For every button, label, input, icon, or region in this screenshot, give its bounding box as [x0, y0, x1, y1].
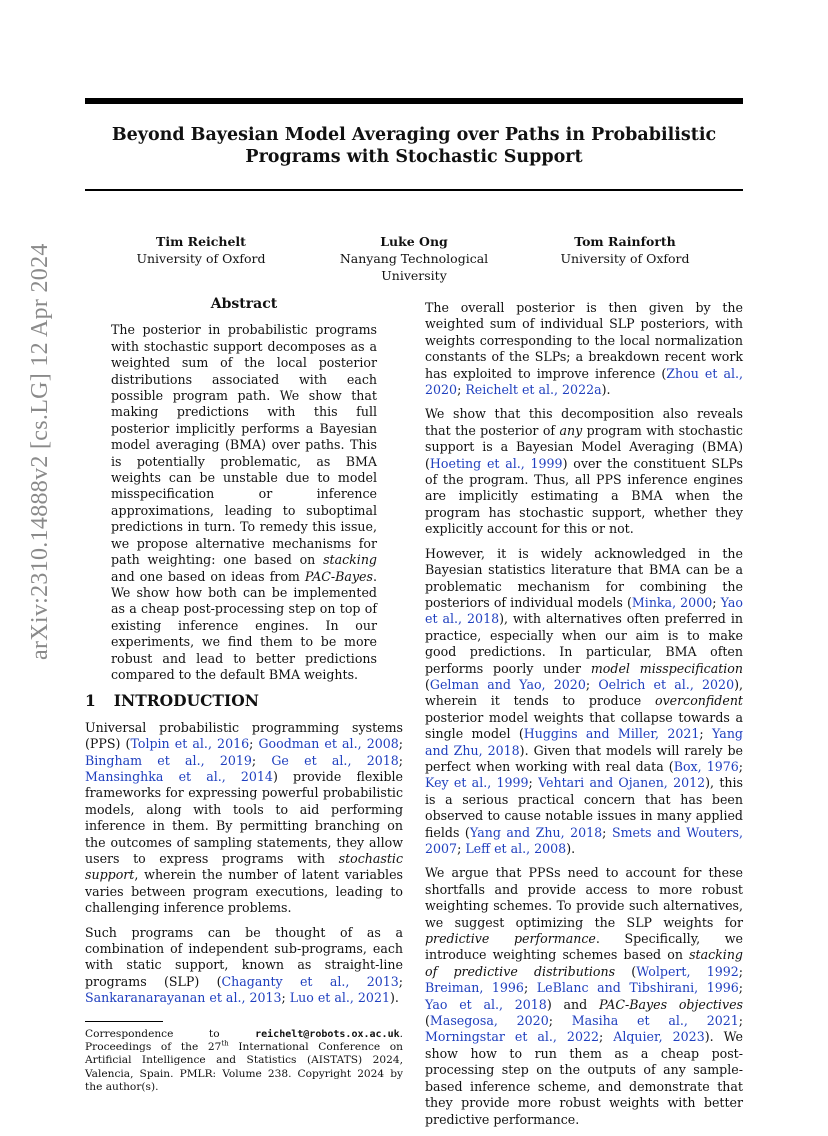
citation-link[interactable]: Box, 1976 — [673, 758, 739, 774]
citation-link[interactable]: Vehtari and Ojanen, 2012 — [538, 775, 706, 791]
author-affiliation: Nanyang Technological University — [339, 251, 489, 283]
left-column — [85, 296, 403, 1095]
citation-link[interactable]: Leff et al., 2008 — [465, 841, 567, 856]
author-name: Tom Rainforth — [574, 234, 676, 249]
intro-paragraph-2: Such programs can be thought of as a combination of independent sub-programs, each with static support, known as straight-line programs (SLP) (Chaganty et al., 2013; Sankaranarayanan et al., 2013; Luo et al., 2021). — [85, 924, 403, 1006]
citation-link[interactable]: Tolpin et al., 2016 — [130, 736, 250, 752]
citation-link[interactable]: Luo et al., 2021 — [289, 990, 390, 1006]
citation-link[interactable]: Alquier, 2023 — [613, 1029, 705, 1045]
footnote: Correspondence to reichelt@robots.ox.ac.uk. Proceedings of the 27th International Conference on Artificial Intelligence and Statistics (AISTATS) 2024, Valencia, Spain. PMLR: Volume 238. Copyright 2024 by the author(s). — [85, 1027, 404, 1094]
citation-link[interactable]: Smets and Wouters, 2007 — [425, 824, 744, 856]
citation-link[interactable]: Yao et al., 2018 — [425, 594, 743, 627]
author-2 — [307, 233, 521, 284]
citation-link[interactable]: Ge et al., 2018 — [271, 752, 399, 768]
citation-link[interactable]: Zhou et al., 2020 — [425, 365, 743, 398]
citation-link[interactable]: Masegosa, 2020 — [429, 1013, 549, 1029]
citation-link[interactable]: Wolpert, 1992 — [636, 963, 739, 979]
author-affiliation: University of Oxford — [136, 251, 266, 266]
citation-link[interactable]: LeBlanc and Tibshirani, 1996 — [536, 980, 739, 996]
author-block — [85, 233, 743, 283]
right-paragraph-2: We show that this decomposition also reveals that the posterior of any program with stochastic support is a Bayesian Model Averaging (BMA) (Hoeting et al., 1999) over the constituent SLPs of the program. Thus, all PPS inference engines are implicitly estimating a BMA when the program has stochastic support, whether they explicitly account for this or not. — [425, 406, 743, 537]
footnote-rule — [85, 1021, 163, 1022]
arxiv-stamp: arXiv:2310.14888v2 [cs.LG] 12 Apr 2024 — [27, 243, 53, 660]
citation-link[interactable]: Minka, 2000 — [631, 594, 713, 610]
author-name: Tim Reichelt — [156, 234, 246, 249]
author-1 — [113, 233, 289, 267]
citation-link[interactable]: Key et al., 1999 — [425, 775, 529, 791]
author-3 — [537, 233, 713, 267]
citation-link[interactable]: Yao et al., 2018 — [425, 996, 547, 1012]
citation-link[interactable]: Breiman, 1996 — [425, 980, 524, 996]
right-paragraph-4: We argue that PPSs need to account for these shortfalls and provide access to more robust weighting schemes. To provide such alternatives, we suggest optimizing the SLP weights for predictive performance. Specifically, we introduce weighting schemes based on stacking of predictive distributions (Wolpert, 1992; Breiman, 1996; LeBlanc and Tibshirani, 1996; Yao et al., 2018) and PAC-Bayes objectives (Masegosa, 2020; Masiha et al., 2021; Morningstar et al., 2022; Alquier, 2023). We show how to run them as a cheap post-processing step on the outputs of any sample-based inference scheme, and demonstrate that they provide more robust weights with better predictive performance. — [425, 865, 744, 1127]
citation-link[interactable]: Hoeting et al., 1999 — [429, 455, 563, 471]
intro-paragraph-1: Universal probabilistic programming systems (PPS) (Tolpin et al., 2016; Goodman et al., 2008; Bingham et al., 2019; Ge et al., 2018; Mansinghka et al., 2014) provide flexible frameworks for expressing powerful probabilistic models, along with tools to aid performing inference in them. By permitting branching on the outcomes of sampling statements, they allow users to express programs with stochastic support, wherein the number of latent variables varies between program executions, leading to challenging inference problems. — [85, 719, 403, 916]
author-affiliation: University of Oxford — [560, 251, 690, 266]
citation-link[interactable]: Goodman et al., 2008 — [258, 736, 399, 752]
email-link[interactable]: reichelt@robots.ox.ac.uk — [255, 1028, 400, 1040]
title-line-1: Beyond Bayesian Model Averaging over Paths in Probabilistic — [111, 125, 717, 145]
citation-link[interactable]: Huggins and Miller, 2021 — [523, 726, 700, 742]
citation-link[interactable]: Reichelt et al., 2022a — [465, 382, 602, 398]
top-rule — [85, 98, 743, 104]
citation-link[interactable]: Gelman and Yao, 2020 — [429, 676, 586, 692]
citation-link[interactable]: Yang and Zhu, 2018 — [469, 824, 603, 840]
section-heading-introduction: 1 INTRODUCTION — [85, 691, 259, 711]
right-paragraph-1: The overall posterior is then given by the weighted sum of individual SLP posteriors, with weights corresponding to the local normalization constants of the SLPs; a breakdown recent work has exploited to improve inference (Zhou et al., 2020; Reichelt et al., 2022a). — [425, 300, 743, 398]
citation-link[interactable]: Bingham et al., 2019 — [85, 752, 252, 768]
title-rule — [85, 189, 743, 191]
abstract-heading: Abstract — [210, 296, 278, 312]
citation-link[interactable]: Sankaranarayanan et al., 2013 — [85, 990, 282, 1006]
right-column — [425, 300, 743, 1136]
citation-link[interactable]: Mansinghka et al., 2014 — [85, 768, 273, 784]
citation-link[interactable]: Masiha et al., 2021 — [571, 1013, 739, 1029]
paper-title — [85, 124, 743, 168]
author-name: Luke Ong — [380, 234, 448, 249]
abstract-text: The posterior in probabilistic programs with stochastic support decomposes as a weighted sum of the local posterior distributions associated with each possible program path. We show that making predictions with this full posterior implicitly performs a Bayesian model averaging (BMA) over paths. This is potentially problematic, as BMA weights can be unstable due to model misspecification or inference approximations, leading to suboptimal predictions in turn. To remedy this issue, we propose alternative mechanisms for path weighting: one based on stacking and one based on ideas from PAC-Bayes. We show how both can be implemented as a cheap post-processing step on top of existing inference engines. In our experiments, we find them to be more robust and lead to better predictions compared to the default BMA weights. — [111, 322, 377, 682]
title-line-2: Programs with Stochastic Support — [245, 147, 583, 167]
citation-link[interactable]: Morningstar et al., 2022 — [425, 1029, 599, 1045]
citation-link[interactable]: Chaganty et al., 2013 — [221, 973, 399, 989]
right-paragraph-3: However, it is widely acknowledged in the Bayesian statistics literature that BMA can be a problematic mechanism for combining the posteriors of individual models (Minka, 2000; Yao et al., 2018), with alternatives often preferred in practice, especially when our aim is to make good predictions. In particular, BMA often performs poorly under model misspecification (Gelman and Yao, 2020; Oelrich et al., 2020), wherein it tends to produce overconfident posterior model weights that collapse towards a single model (Huggins and Miller, 2021; Yang and Zhu, 2018). Given that models will rarely be perfect when working with real data (Box, 1976; Key et al., 1999; Vehtari and Ojanen, 2012), this is a serious practical concern that has been observed to cause notable issues in many applied fields (Yang and Zhu, 2018; Smets and Wouters, 2007; Leff et al., 2008). — [425, 545, 744, 856]
citation-link[interactable]: Yang and Zhu, 2018 — [425, 726, 743, 758]
citation-link[interactable]: Oelrich et al., 2020 — [598, 676, 735, 692]
